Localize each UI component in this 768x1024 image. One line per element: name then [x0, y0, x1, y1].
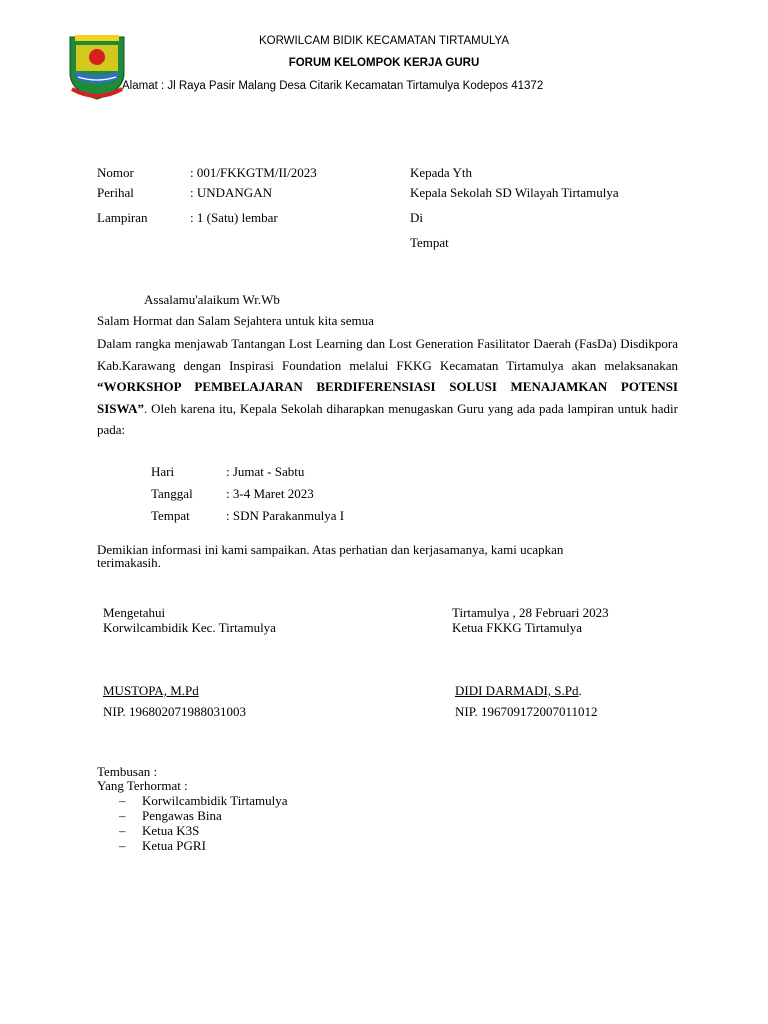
sign-left-title: Mengetahui	[103, 605, 166, 620]
cc-bullet: –	[119, 793, 126, 808]
lampiran-label: Lampiran	[97, 210, 148, 225]
tanggal-value: : 3-4 Maret 2023	[226, 486, 314, 501]
sign-right-nip: NIP. 196709172007011012	[455, 704, 598, 719]
letterhead-forum-name: FORUM KELOMPOK KERJA GURU	[288, 57, 480, 69]
sign-left-name: MUSTOPA, M.Pd	[103, 683, 199, 698]
sign-left-nip: NIP. 196802071988031003	[103, 704, 247, 719]
nomor-label: Nomor	[97, 165, 134, 180]
recipient-line-3: Di	[410, 210, 423, 225]
body-paragraph-request: . Oleh karena itu, Kepala Sekolah diharapkan menugaskan Guru yang ada pada lampiran untuk hadir pada:	[97, 400, 678, 438]
cc-list-item	[119, 823, 288, 838]
cc-list	[119, 793, 288, 853]
workshop-title: “WORKSHOP PEMBELAJARAN BERDIFERENSIASI SOLUSI MENAJAMKAN POTENSI SISWA”	[97, 379, 678, 416]
sign-right-position: Ketua FKKG Tirtamulya	[452, 620, 582, 635]
cc-list-item	[119, 808, 288, 823]
salutation: Salam Hormat dan Salam Sejahtera untuk kita semua	[97, 313, 374, 328]
cc-item-label: Ketua PGRI	[142, 838, 206, 853]
hari-label: Hari	[151, 464, 175, 479]
sign-left-position: Korwilcambidik Kec. Tirtamulya	[103, 620, 276, 635]
sign-right-name: DIDI DARMADI, S.Pd	[455, 683, 579, 698]
lampiran-value: : 1 (Satu) lembar	[190, 210, 278, 225]
cc-item-label: Korwilcambidik Tirtamulya	[142, 793, 288, 808]
sign-right-name-suffix: .	[578, 683, 582, 698]
tanggal-label: Tanggal	[151, 486, 193, 501]
perihal-value: : UNDANGAN	[190, 185, 272, 200]
nomor-value: : 001/FKKGTM/II/2023	[190, 165, 317, 180]
closing-line-2: terimakasih.	[97, 555, 161, 570]
letterhead-org-name: KORWILCAM BIDIK KECAMATAN TIRTAMULYA	[258, 35, 510, 47]
letterhead-address: Alamat : Jl Raya Pasir Malang Desa Citarik Kecamatan Tirtamulya Kodepos 41372	[122, 80, 544, 92]
greeting: Assalamu'alaikum Wr.Wb	[144, 292, 280, 307]
tempat-value: : SDN Parakanmulya I	[226, 508, 345, 523]
body-paragraph	[97, 333, 678, 441]
hari-value: : Jumat - Sabtu	[226, 464, 305, 479]
cc-item-label: Ketua K3S	[142, 823, 200, 838]
sign-right-name-line	[455, 683, 582, 699]
cc-title: Tembusan :	[97, 764, 158, 779]
cc-item-label: Pengawas Bina	[142, 808, 222, 823]
recipient-line-1: Kepada Yth	[410, 165, 472, 180]
body-paragraph-intro: Dalam rangka menjawab Tantangan Lost Learning dan Lost Generation Fasilitator Daerah (FasDa) Disdikpora Kab.Karawang dengan Inspirasi Foundation melalui FKKG Kecamatan Tirtamulya akan melaksanakan	[97, 336, 678, 373]
perihal-label: Perihal	[97, 185, 134, 200]
cc-bullet: –	[119, 823, 126, 838]
cc-list-item	[119, 838, 288, 853]
cc-list-item	[119, 793, 288, 808]
closing-line-1: Demikian informasi ini kami sampaikan. Atas perhatian dan kerjasamanya, kami ucapkan	[97, 542, 564, 557]
cc-bullet: –	[119, 808, 126, 823]
sign-right-date: Tirtamulya , 28 Februari 2023	[452, 605, 609, 620]
recipient-line-2: Kepala Sekolah SD Wilayah Tirtamulya	[410, 185, 619, 200]
cc-subtitle: Yang Terhormat :	[97, 778, 188, 793]
cc-bullet: –	[119, 838, 126, 853]
tempat-label: Tempat	[151, 508, 190, 523]
recipient-line-4: Tempat	[410, 235, 449, 250]
